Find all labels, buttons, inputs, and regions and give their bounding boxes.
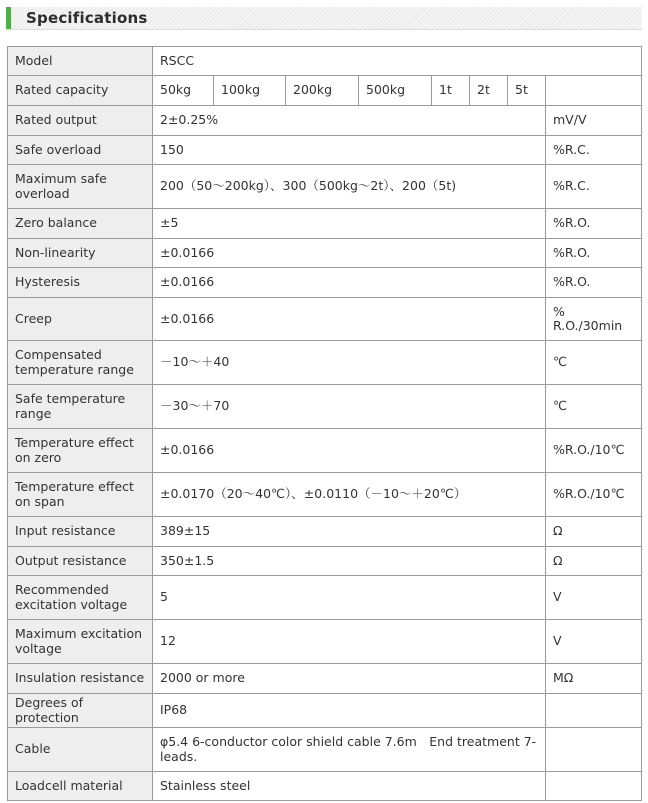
row-label: Recommended excitation voltage: [8, 576, 153, 620]
row-value: RSCC: [153, 47, 642, 76]
table-row: [8, 517, 642, 547]
table-row: [8, 298, 642, 341]
table-row: [8, 694, 642, 728]
row-label: Safe temperature range: [8, 385, 153, 429]
row-unit: %R.O.: [546, 209, 642, 239]
row-unit: %R.O./10℃: [546, 473, 642, 517]
row-label: Degrees of protection: [8, 694, 153, 728]
row-value: ±0.0166: [153, 268, 546, 298]
row-label: Loadcell material: [8, 772, 153, 801]
row-value: －30～＋70: [153, 385, 546, 429]
table-row: [8, 620, 642, 664]
table-row: [8, 136, 642, 165]
table-row: [8, 547, 642, 576]
row-label: Maximum excitation voltage: [8, 620, 153, 664]
row-label: Creep: [8, 298, 153, 341]
section-heading: [6, 7, 642, 30]
row-unit: Ω: [546, 547, 642, 576]
table-row: [8, 341, 642, 385]
table-row: [8, 385, 642, 429]
capacity-value: 5t: [508, 76, 546, 106]
row-unit: Ω: [546, 517, 642, 547]
row-value: 2000 or more: [153, 664, 546, 694]
row-value: IP68: [153, 694, 546, 728]
row-unit: [546, 772, 642, 801]
row-value: 150: [153, 136, 546, 165]
row-value: φ5.4 6-conductor color shield cable 7.6m End treatment 7-leads.: [153, 728, 546, 772]
row-unit: %R.O.: [546, 268, 642, 298]
row-unit: [546, 728, 642, 772]
table-row: [8, 209, 642, 239]
table-row: [8, 772, 642, 801]
row-unit: MΩ: [546, 664, 642, 694]
row-unit: V: [546, 576, 642, 620]
row-value: ±0.0166: [153, 239, 546, 268]
capacity-value: 2t: [470, 76, 508, 106]
section-title: Specifications: [26, 9, 148, 27]
row-value: 389±15: [153, 517, 546, 547]
table-row: [8, 268, 642, 298]
row-label: Hysteresis: [8, 268, 153, 298]
row-unit: ℃: [546, 385, 642, 429]
row-unit: %R.O.: [546, 239, 642, 268]
row-label: Temperature effect on zero: [8, 429, 153, 473]
specifications-table: [7, 46, 642, 801]
capacity-value: 200kg: [286, 76, 359, 106]
row-unit: [546, 76, 642, 106]
row-unit: % R.O./30min: [546, 298, 642, 341]
table-row: [8, 106, 642, 136]
table-row: [8, 728, 642, 772]
row-value: ±0.0166: [153, 429, 546, 473]
capacity-value: 1t: [432, 76, 470, 106]
row-unit: ℃: [546, 341, 642, 385]
row-value: ±0.0166: [153, 298, 546, 341]
table-row: [8, 239, 642, 268]
row-label: Insulation resistance: [8, 664, 153, 694]
row-value: ±0.0170（20～40℃）、±0.0110（－10～＋20℃）: [153, 473, 546, 517]
row-label: Cable: [8, 728, 153, 772]
table-row: [8, 576, 642, 620]
row-label: Compensated temperature range: [8, 341, 153, 385]
table-row: [8, 76, 642, 106]
table-row: [8, 165, 642, 209]
table-row: [8, 664, 642, 694]
row-unit: mV/V: [546, 106, 642, 136]
row-unit: %R.O./10℃: [546, 429, 642, 473]
heading-accent-bar: [6, 7, 11, 29]
table-row: [8, 47, 642, 76]
row-label: Temperature effect on span: [8, 473, 153, 517]
table-row: [8, 429, 642, 473]
row-value: 12: [153, 620, 546, 664]
row-label: Model: [8, 47, 153, 76]
row-unit: %R.C.: [546, 165, 642, 209]
row-label: Safe overload: [8, 136, 153, 165]
row-value: 200（50～200kg）、300（500kg～2t）、200（5t): [153, 165, 546, 209]
row-label: Input resistance: [8, 517, 153, 547]
row-label: Non-linearity: [8, 239, 153, 268]
row-label: Zero balance: [8, 209, 153, 239]
row-value: ±5: [153, 209, 546, 239]
table-row: [8, 473, 642, 517]
row-value: 5: [153, 576, 546, 620]
row-unit: %R.C.: [546, 136, 642, 165]
row-label: Output resistance: [8, 547, 153, 576]
row-unit: V: [546, 620, 642, 664]
capacity-value: 500kg: [359, 76, 432, 106]
row-label: Maximum safe overload: [8, 165, 153, 209]
row-label: Rated output: [8, 106, 153, 136]
row-value: －10～＋40: [153, 341, 546, 385]
capacity-value: 100kg: [214, 76, 286, 106]
row-value: 350±1.5: [153, 547, 546, 576]
row-value: Stainless steel: [153, 772, 546, 801]
row-unit: [546, 694, 642, 728]
row-value: 2±0.25%: [153, 106, 546, 136]
row-label: Rated capacity: [8, 76, 153, 106]
capacity-value: 50kg: [153, 76, 214, 106]
